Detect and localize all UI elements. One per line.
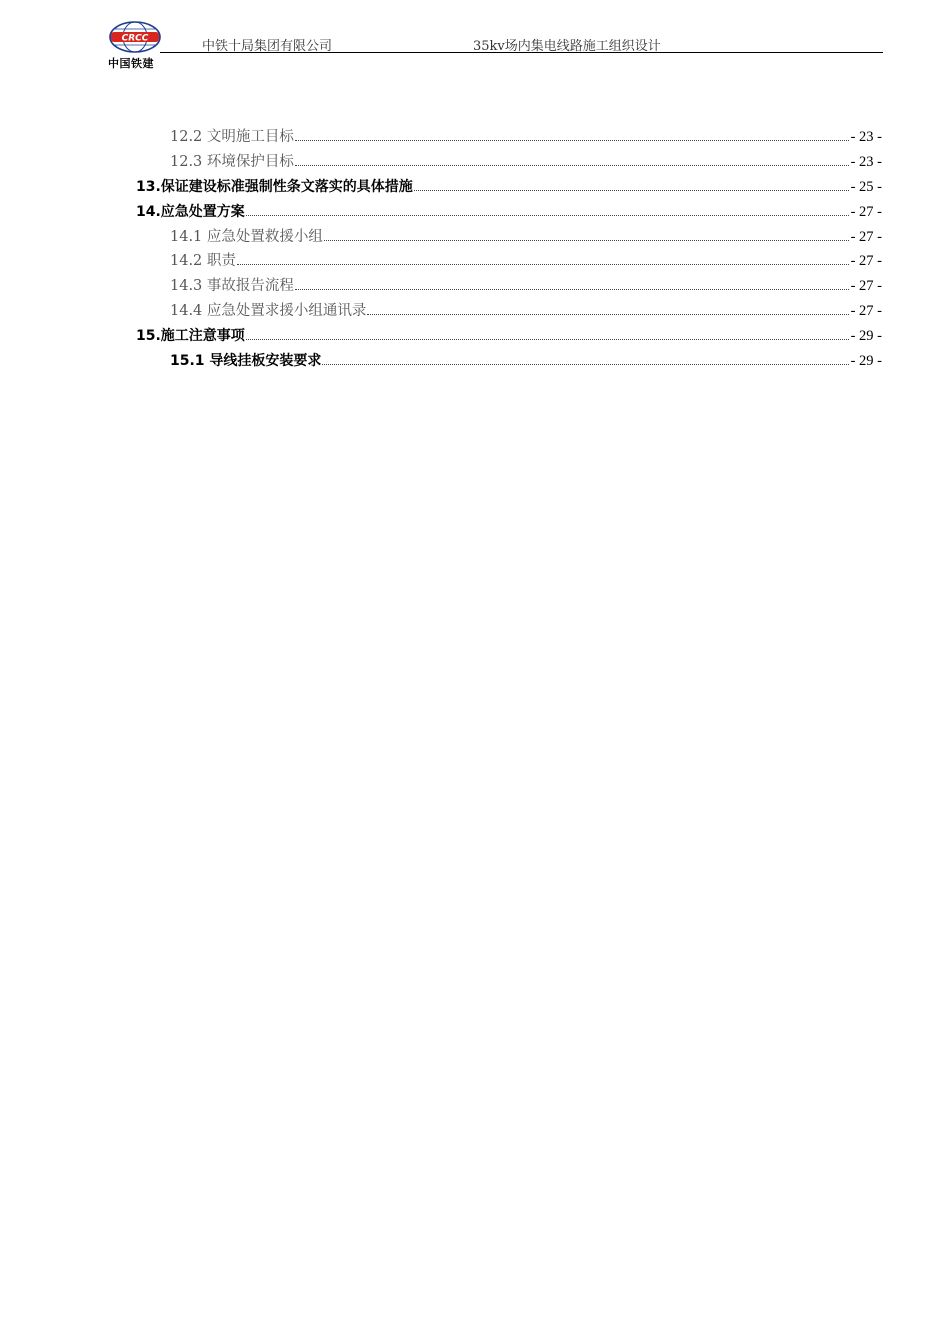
dot-leader xyxy=(295,289,849,290)
dot-leader xyxy=(295,165,849,166)
toc-entry-14-1[interactable] xyxy=(136,225,882,250)
company-name: 中铁十局集团有限公司 xyxy=(202,39,333,54)
toc-entry-title: 15.1 导线挂板安装要求 xyxy=(170,353,322,370)
document-title: 35kv场内集电线路施工组织设计 xyxy=(473,39,661,54)
toc-entry-title: 14.4 应急处置求援小组通讯录 xyxy=(170,303,367,320)
toc-page-number: - 25 - xyxy=(850,178,882,195)
toc-entry-title: 12.2 文明施工目标 xyxy=(170,129,294,145)
table-of-contents xyxy=(136,125,882,374)
toc-entry-12-3[interactable] xyxy=(136,150,882,175)
toc-entry-title: 12.3 环境保护目标 xyxy=(170,153,294,170)
toc-page-number: - 29 - xyxy=(850,353,882,370)
dot-leader xyxy=(246,215,849,216)
dot-leader xyxy=(322,364,848,365)
toc-entry-title: 13.保证建设标准强制性条文落实的具体措施 xyxy=(136,178,413,195)
dot-leader xyxy=(295,140,849,141)
dot-leader xyxy=(414,190,849,191)
toc-entry-15-1[interactable] xyxy=(136,349,882,374)
toc-entry-13[interactable] xyxy=(136,175,882,200)
dot-leader xyxy=(324,240,849,241)
toc-entry-title: 14.3 事故报告流程 xyxy=(170,278,294,295)
toc-entry-14-4[interactable] xyxy=(136,299,882,324)
toc-entry-15[interactable] xyxy=(136,324,882,349)
toc-page-number: - 23 - xyxy=(850,129,882,145)
toc-page-number: - 27 - xyxy=(850,303,882,320)
dot-leader xyxy=(367,314,848,315)
toc-page-number: - 23 - xyxy=(850,153,882,170)
toc-entry-14[interactable] xyxy=(136,200,882,225)
toc-page-number: - 27 - xyxy=(850,253,882,270)
toc-entry-14-3[interactable] xyxy=(136,274,882,299)
svg-text:CRCC: CRCC xyxy=(121,33,149,44)
toc-entry-14-2[interactable] xyxy=(136,249,882,274)
toc-entry-12-2[interactable] xyxy=(136,125,882,150)
toc-entry-title: 15.施工注意事项 xyxy=(136,328,245,345)
toc-entry-title: 14.2 职责 xyxy=(170,253,236,270)
logo-label: 中国铁建 xyxy=(108,57,154,70)
toc-page-number: - 27 - xyxy=(850,228,882,245)
page-header xyxy=(0,0,950,80)
toc-page-number: - 27 - xyxy=(850,278,882,295)
dot-leader xyxy=(237,264,849,265)
toc-entry-title: 14.应急处置方案 xyxy=(136,203,245,220)
toc-page-number: - 27 - xyxy=(850,203,882,220)
dot-leader xyxy=(246,339,849,340)
header-divider xyxy=(160,52,883,53)
toc-entry-title: 14.1 应急处置救援小组 xyxy=(170,228,323,245)
toc-page-number: - 29 - xyxy=(850,328,882,345)
